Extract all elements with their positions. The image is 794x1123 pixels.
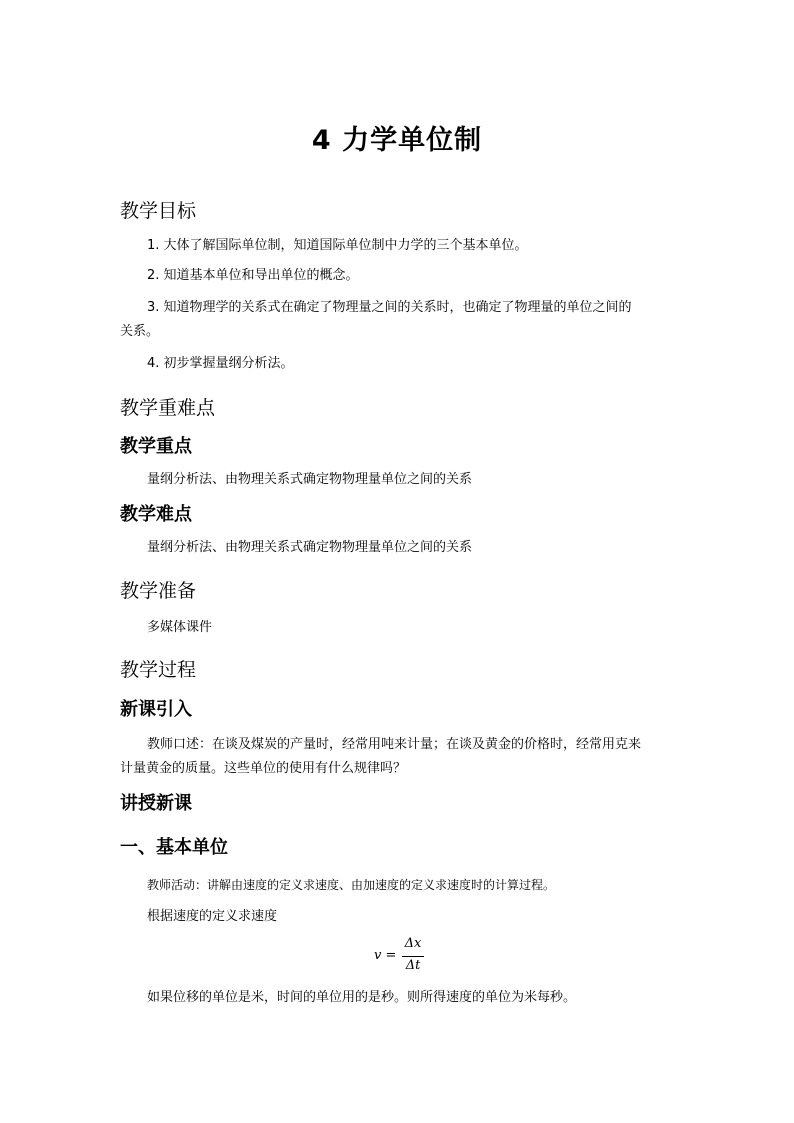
preparation-text: 多媒体课件 (147, 620, 213, 635)
key-points-text: 量纲分析法、由物理关系式确定物物理量单位之间的关系 (147, 472, 473, 487)
heading-part-1: 一、基本单位 (120, 837, 228, 858)
heading-key-points: 教学重点 (120, 436, 192, 457)
unit-explanation-text: 如果位移的单位是米，时间的单位用的是秒。则所得速度的单位为米每秒。 (147, 990, 577, 1005)
intro-text-line-2: 计量黄金的质量。这些单位的使用有什么规律吗？ (120, 761, 407, 776)
teacher-activity-text: 教师活动：讲解由速度的定义求速度、由加速度的定义求速度时的计算过程。 (147, 878, 556, 892)
velocity-definition-text: 根据速度的定义求速度 (147, 909, 278, 924)
heading-lecture: 讲授新课 (120, 793, 192, 814)
formula-denominator: Δt (405, 958, 421, 973)
heading-teaching-process: 教学过程 (120, 659, 197, 681)
heading-preparation: 教学准备 (120, 580, 197, 602)
difficult-points-text: 量纲分析法、由物理关系式确定物物理量单位之间的关系 (147, 540, 473, 555)
heading-key-difficult: 教学重难点 (120, 397, 216, 419)
goal-item-3-continuation: 关系。 (120, 324, 160, 339)
goal-item-1: 1. 大体了解国际单位制，知道国际单位制中力学的三个基本单位。 (147, 238, 528, 253)
heading-teaching-goals: 教学目标 (120, 200, 197, 222)
formula-lhs: v = (374, 948, 397, 963)
heading-intro: 新课引入 (120, 699, 192, 720)
intro-text-line-1: 教师口述：在谈及煤炭的产量时，经常用吨来计量；在谈及黄金的价格时，经常用克来 (147, 737, 642, 752)
velocity-formula (372, 936, 432, 980)
formula-numerator: Δx (404, 936, 422, 951)
goal-item-2: 2. 知道基本单位和导出单位的概念。 (147, 268, 359, 283)
page-title: 4 力学单位制 (311, 125, 483, 156)
goal-item-3: 3. 知道物理学的关系式在确定了物理量之间的关系时，也确定了物理量的单位之间的 (147, 300, 632, 315)
fraction-bar (402, 956, 424, 957)
goal-item-4: 4. 初步掌握量纲分析法。 (147, 356, 294, 371)
heading-difficult-points: 教学难点 (120, 504, 192, 525)
